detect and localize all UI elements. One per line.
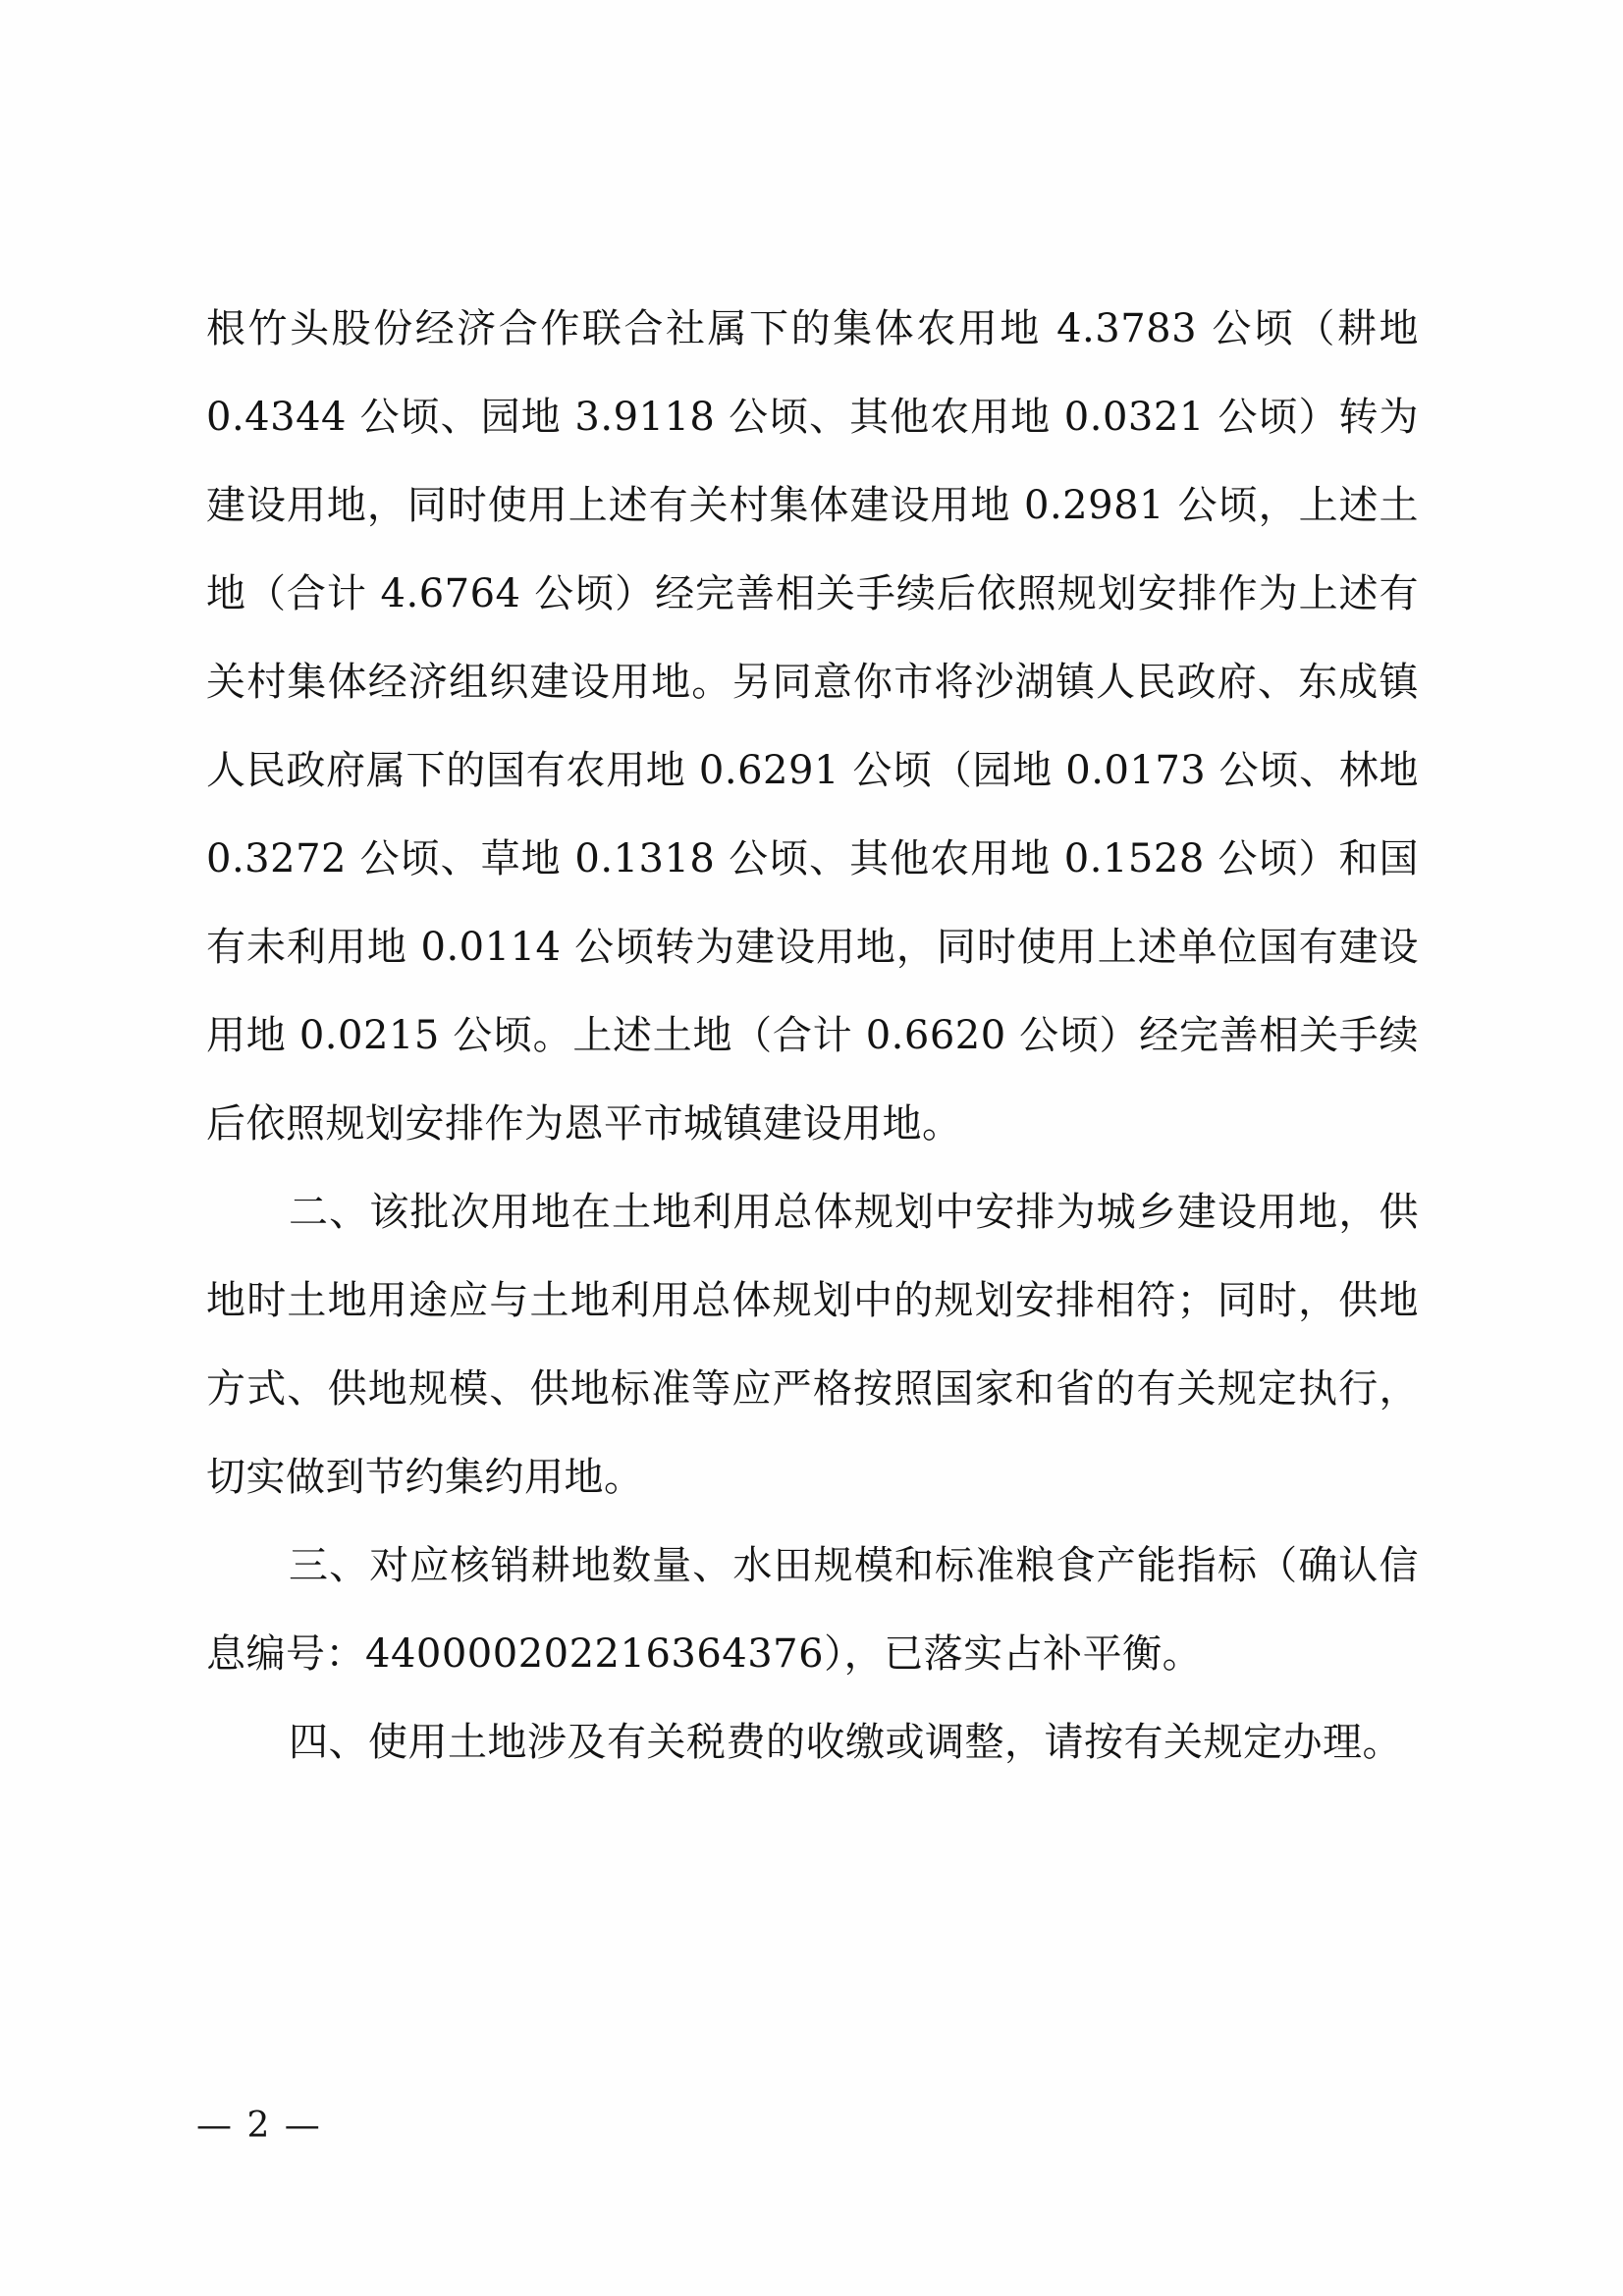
page-number: — 2 — <box>196 2106 322 2146</box>
document-body <box>206 285 1419 1787</box>
paragraph-item-three: 三、对应核销耕地数量、水田规模和标准粮食产能指标（确认信息编号：440000202216364376），已落实占补平衡。 <box>206 1543 1419 1677</box>
paragraph-item-two: 二、该批次用地在土地利用总体规划中安排为城乡建设用地，供地时土地用途应与土地利用总体规划中的规划安排相符；同时，供地方式、供地规模、供地标准等应严格按照国家和省的有关规定执行，切实做到节约集约用地。 <box>206 1190 1419 1500</box>
paragraph-item-four: 四、使用土地涉及有关税费的收缴或调整，请按有关规定办理。 <box>289 1720 1402 1765</box>
paragraph-land-conversion: 根竹头股份经济合作联合社属下的集体农用地 4.3783 公顷（耕地 0.4344 公顷、园地 3.9118 公顷、其他农用地 0.0321 公顷）转为建设用地，同时使用上述有关村集体建设用地 0.2981 公顷，上述土地（合计 4.6764 公顷）经完善相关手续后依照规划安排作为上述有关村集体经济组织建设用地。另同意你市将沙湖镇人民政府、东成镇人民政府属下的国有农用地 0.6291 公顷（园地 0.0173 公顷、林地 0.3272 公顷、草地 0.1318 公顷、其他农用地 0.1528 公顷）和国有未利用地 0.0114 公顷转为建设用地，同时使用上述单位国有建设用地 0.0215 公顷。上述土地（合计 0.6620 公顷）经完善相关手续后依照规划安排作为恩平市城镇建设用地。 <box>206 306 1419 1147</box>
